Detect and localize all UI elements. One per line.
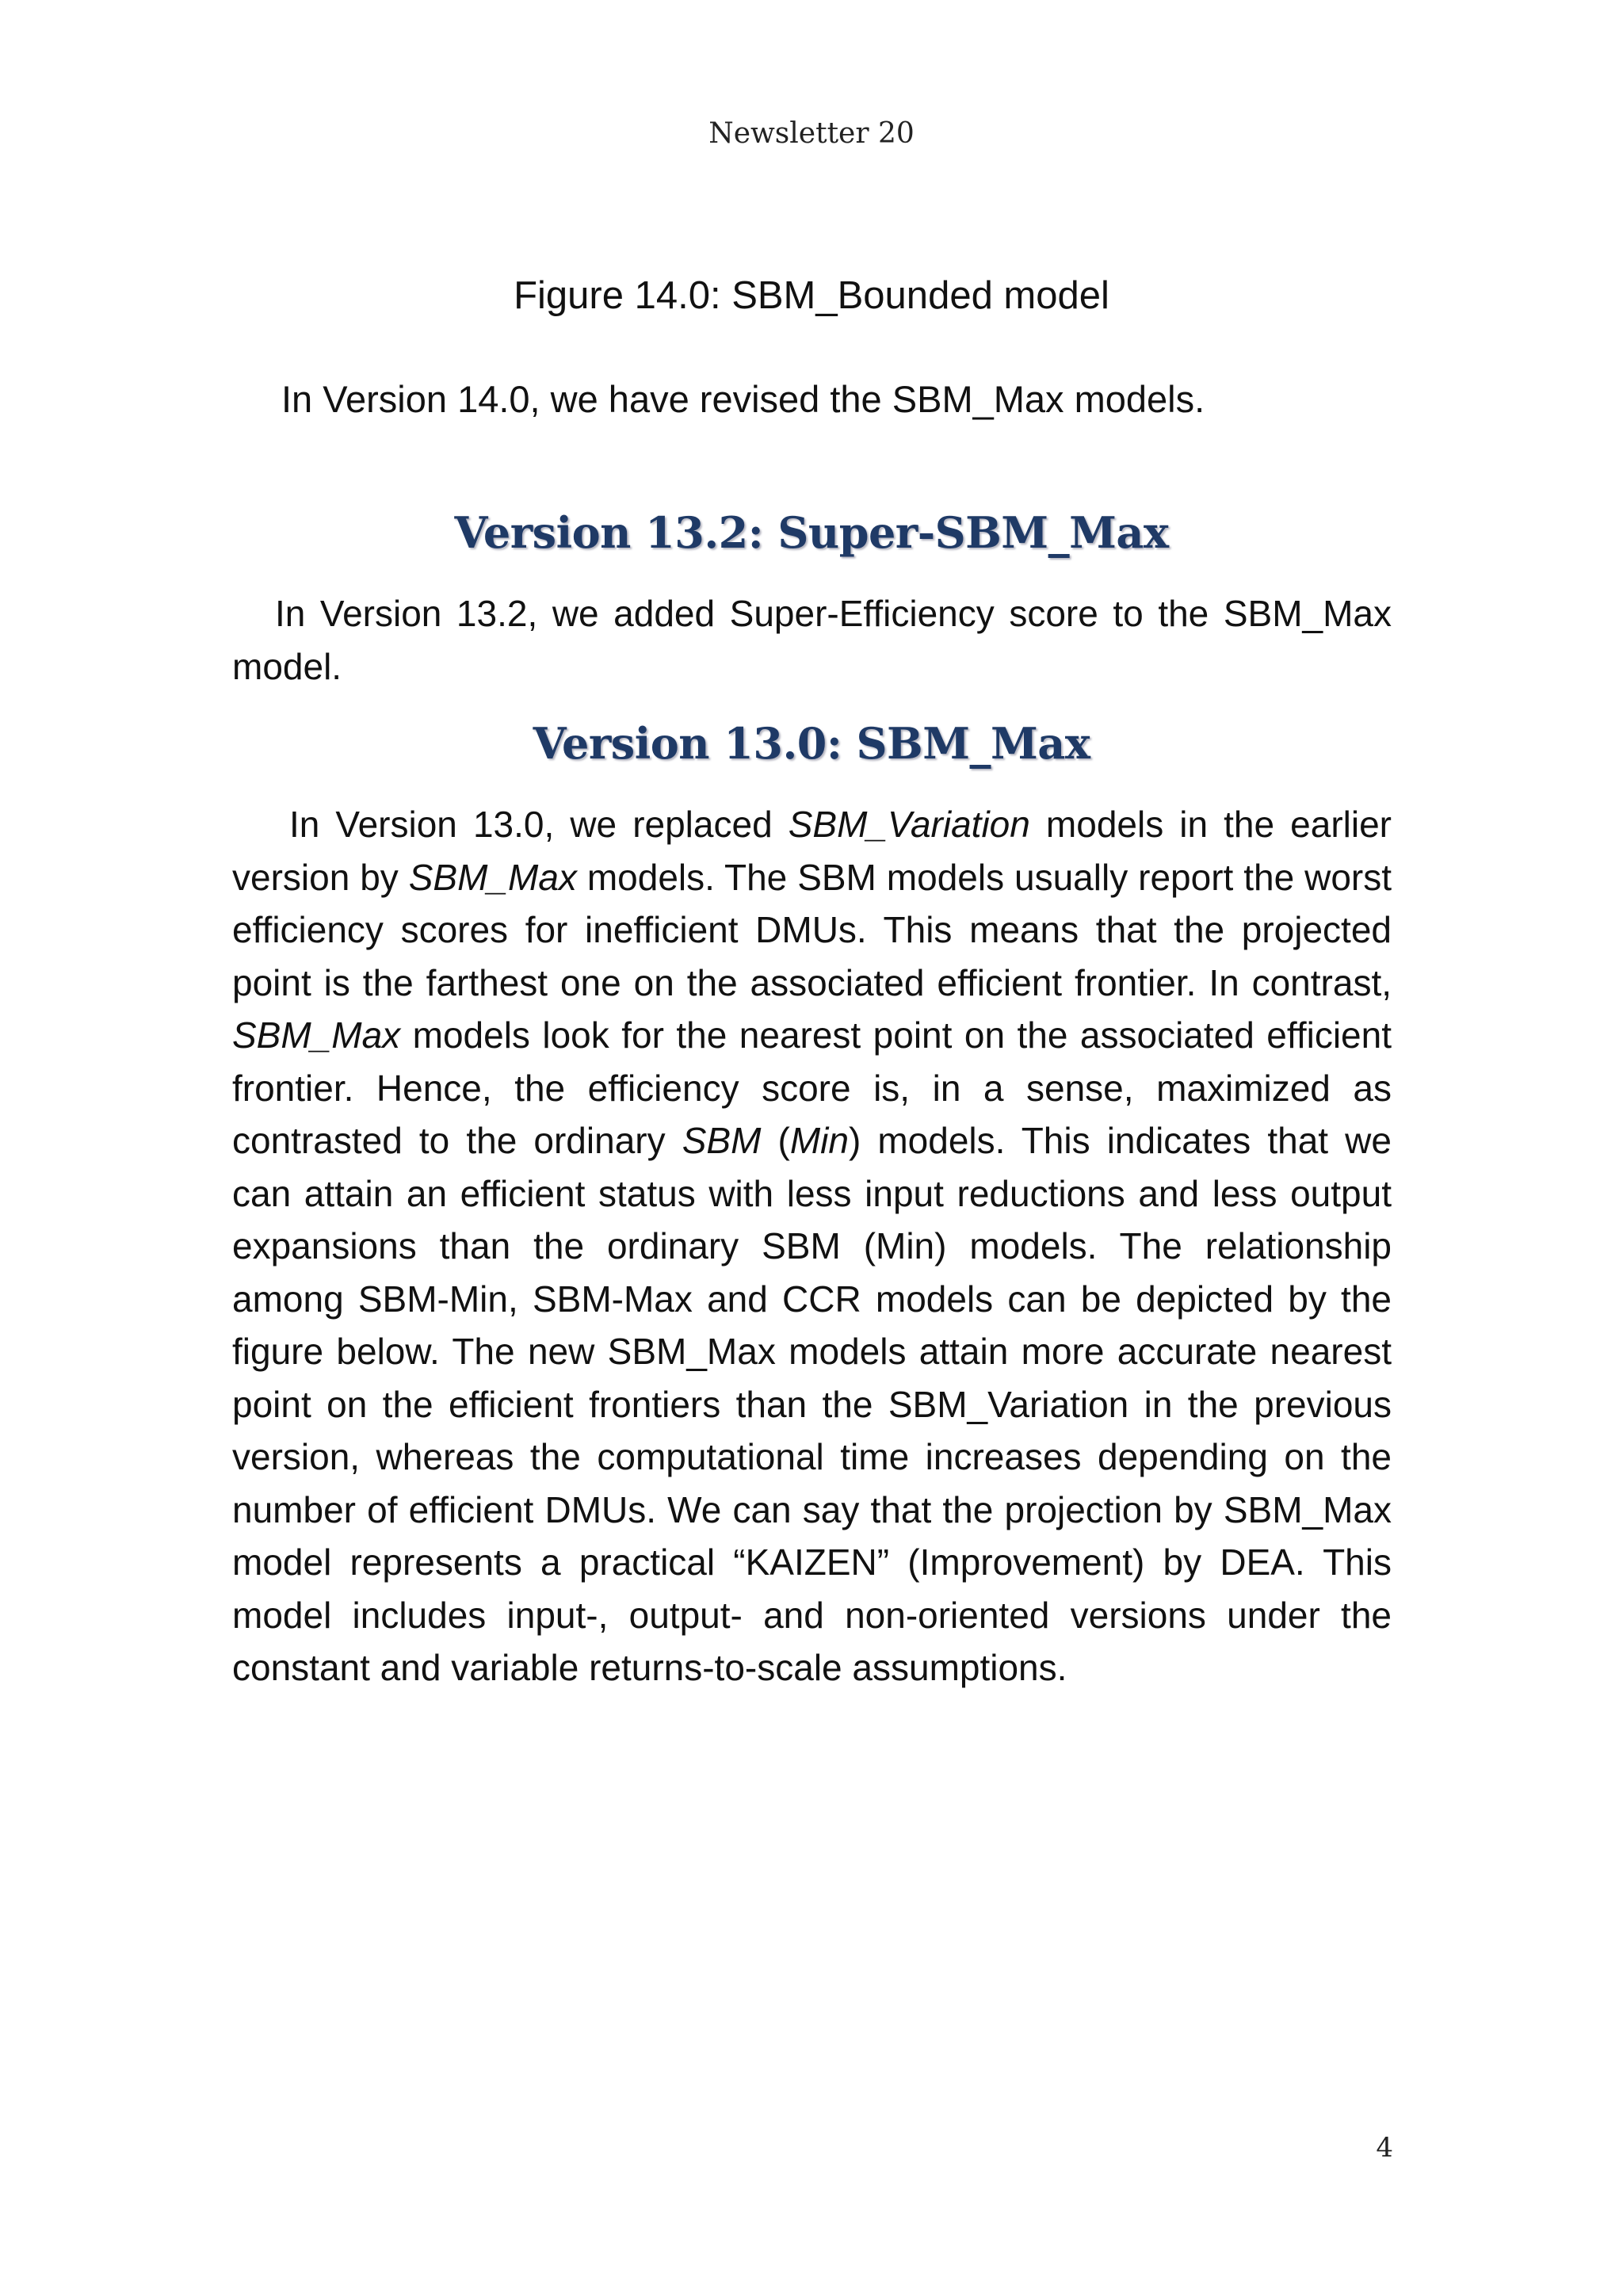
page-number: 4	[1376, 2132, 1393, 2164]
italic-term: Min	[789, 1120, 849, 1161]
section-heading-version-13-2: Version 13.2: Super-SBM_Max	[454, 507, 1169, 558]
italic-term: SBM_Max	[232, 1014, 401, 1056]
section-13-0-body	[232, 798, 1392, 1694]
section-13-2-body	[232, 587, 1392, 693]
page-header: Newsletter 20	[708, 117, 915, 150]
text-run: (	[761, 1120, 790, 1161]
text-run: models in the earlier version by	[232, 804, 1392, 898]
text-run: models look for the nearest point on the associated efficient frontier. Hence, the efficiency score is, in a sense, maximized as contrasted to the ordinary	[232, 1014, 1392, 1161]
italic-term: SBM	[682, 1120, 762, 1161]
section-13-2-paragraph	[232, 587, 1392, 693]
text-run: ) models. This indicates that we can attain an efficient status with less input reductions and less output expansions than the ordinary SBM (Min) models. The relationship among SBM-Min, SBM-Max and CCR models can be depicted by the figure below. The new SBM_Max models attain more accurate nearest point on the efficient frontiers than the SBM_Variation in the previous version, whereas the computational time increases depending on the number of efficient DMUs. We can say that the projection by SBM_Max model represents a practical “KAIZEN” (Improvement) by DEA. This model includes input-, output- and non-oriented versions under the constant and variable returns-to-scale assumptions.	[232, 1120, 1392, 1688]
section-heading-version-13-0: Version 13.0: SBM_Max	[533, 718, 1090, 769]
intro-paragraph: In Version 14.0, we have revised the SBM_Max models.	[281, 378, 1205, 420]
italic-term: SBM_Variation	[788, 804, 1030, 845]
section-13-2-text: In Version 13.2, we added Super-Efficiency score to the SBM_Max model.	[232, 593, 1392, 687]
italic-term: SBM_Max	[408, 856, 577, 898]
text-run: In Version 13.0, we replaced	[289, 804, 789, 845]
section-13-0-paragraph	[232, 798, 1392, 1694]
figure-caption: Figure 14.0: SBM_Bounded model	[514, 274, 1109, 317]
text-run: models. The SBM models usually report the worst efficiency scores for inefficient DMUs. This means that the projected point is the farthest one on the associated efficient frontier. In contrast,	[232, 856, 1392, 1003]
